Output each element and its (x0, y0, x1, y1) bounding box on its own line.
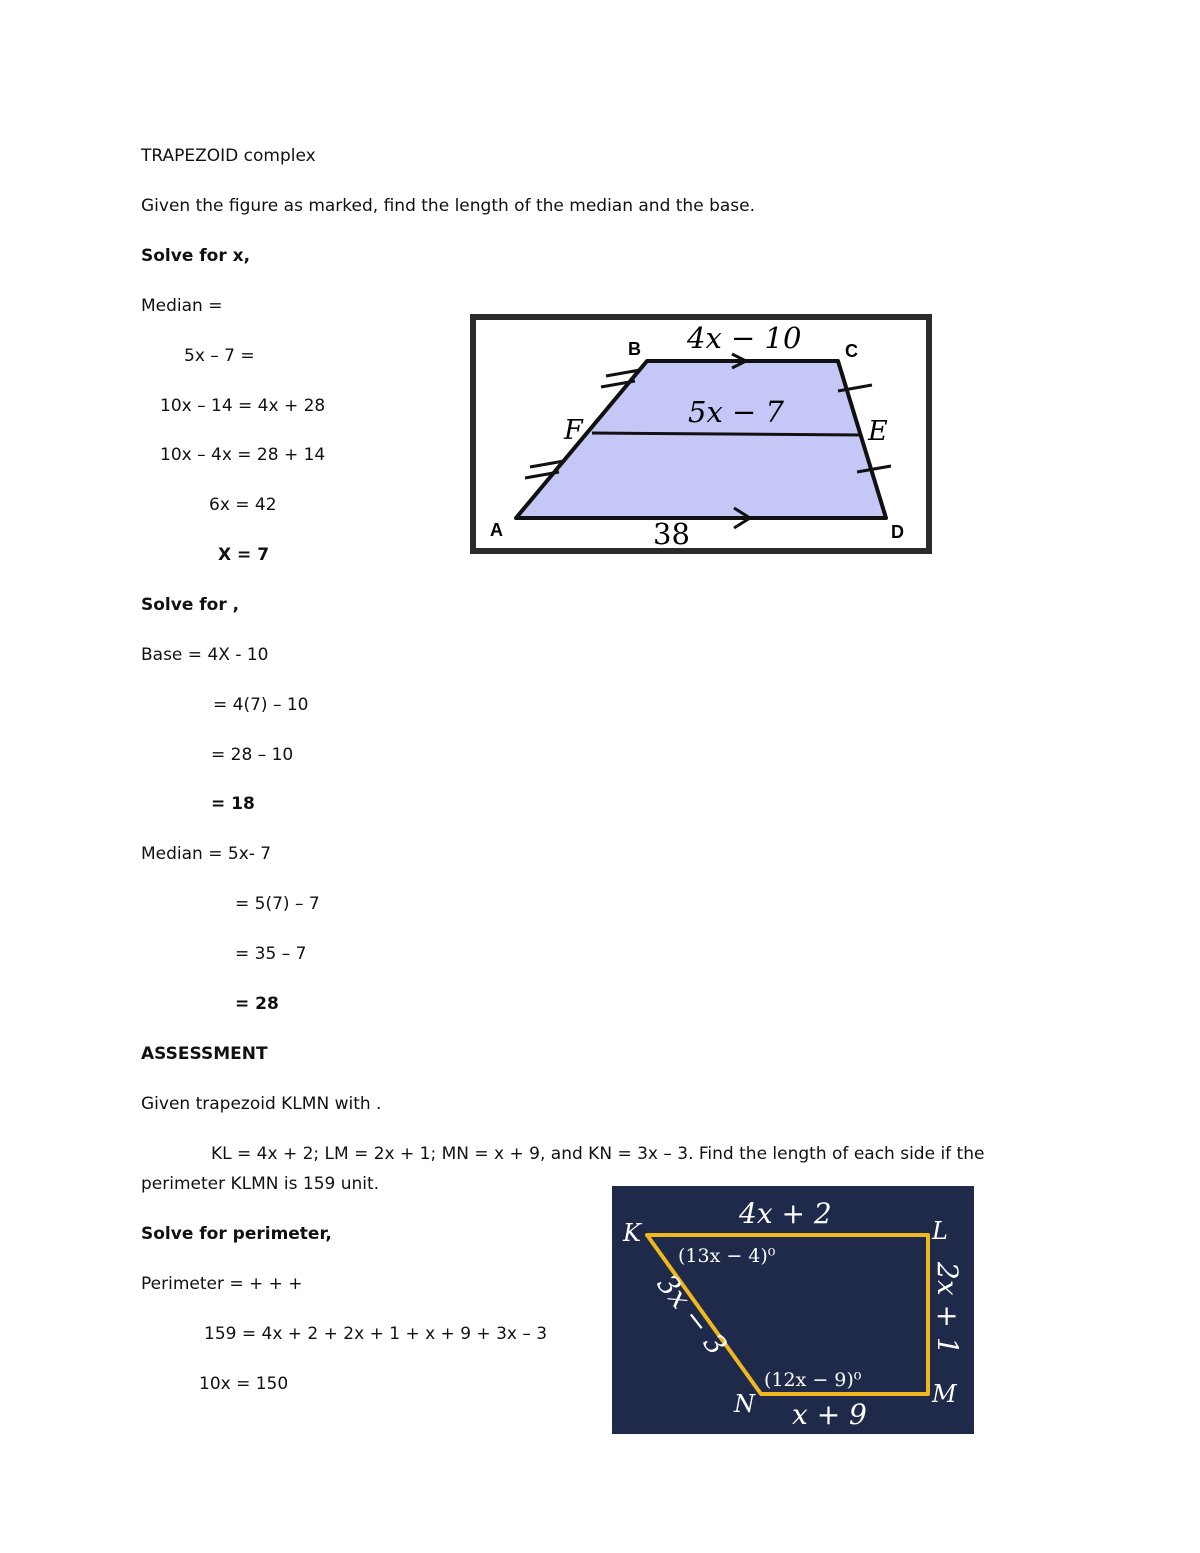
side-kn-label: 3x − 3 (650, 1267, 734, 1362)
base-step-1: = 4(7) – 10 (213, 695, 309, 715)
trapezoid-figure-abcd (470, 314, 932, 554)
median-step-2: = 35 – 7 (235, 944, 307, 964)
step-4: 6x = 42 (209, 495, 277, 515)
point-label-e: E (868, 416, 888, 447)
problem-prompt: Given the figure as marked, find the length of the median and the base. (141, 196, 756, 216)
median-result: = 28 (235, 994, 279, 1014)
top-base-label: 4x − 10 (687, 321, 802, 355)
vertex-label-c: C (845, 341, 858, 361)
angle-k-label: (13x − 4)⁰ (678, 1245, 776, 1267)
given-line: Given trapezoid KLMN with . (141, 1094, 382, 1114)
solve-for-heading: Solve for , (141, 595, 240, 615)
trapezoid-figure-klmn (612, 1186, 974, 1434)
step-2: 10x – 14 = 4x + 28 (160, 396, 326, 416)
assessment-heading: ASSESSMENT (141, 1044, 268, 1064)
median-step-1: = 5(7) – 7 (235, 894, 320, 914)
side-kl-label: 4x + 2 (739, 1197, 832, 1230)
vertex-label-m: M (932, 1380, 957, 1408)
perimeter-step-1: 159 = 4x + 2 + 2x + 1 + x + 9 + 3x – 3 (204, 1324, 548, 1344)
side-lm-label: 2x + 1 (931, 1262, 964, 1355)
perimeter-step-2: 10x = 150 (199, 1374, 289, 1394)
base-result: = 18 (211, 794, 255, 814)
step-1: 5x – 7 = (184, 346, 255, 366)
base-step-2: = 28 – 10 (211, 745, 294, 765)
perimeter-equation: Perimeter = + + + (141, 1274, 303, 1294)
median-segment (592, 433, 862, 435)
base-equation: Base = 4X - 10 (141, 645, 269, 665)
vertex-label-d: D (891, 522, 904, 542)
solve-perimeter-heading: Solve for perimeter, (141, 1224, 332, 1244)
angle-n-label: (12x − 9)⁰ (764, 1369, 862, 1391)
sides-line-2: perimeter KLMN is 159 unit. (141, 1174, 380, 1194)
sides-line-1: KL = 4x + 2; LM = 2x + 1; MN = x + 9, and KN = 3x – 3. Find the length of each side if the (211, 1144, 985, 1164)
median-equation-label: Median = (141, 296, 223, 316)
vertex-label-b: B (628, 339, 641, 359)
vertex-label-n: N (734, 1390, 755, 1418)
vertex-label-a: A (490, 520, 503, 540)
median-equation: Median = 5x- 7 (141, 844, 272, 864)
doc-title: TRAPEZOID complex (141, 146, 316, 166)
median-label: 5x − 7 (688, 395, 784, 429)
vertex-label-l: L (932, 1217, 948, 1245)
side-mn-label: x + 9 (792, 1398, 867, 1431)
solve-x-heading: Solve for x, (141, 246, 251, 266)
step-3: 10x – 4x = 28 + 14 (160, 445, 326, 465)
x-result: X = 7 (218, 545, 270, 565)
point-label-f: F (564, 415, 583, 446)
bottom-base-label: 38 (653, 517, 690, 551)
vertex-label-k: K (623, 1219, 641, 1247)
